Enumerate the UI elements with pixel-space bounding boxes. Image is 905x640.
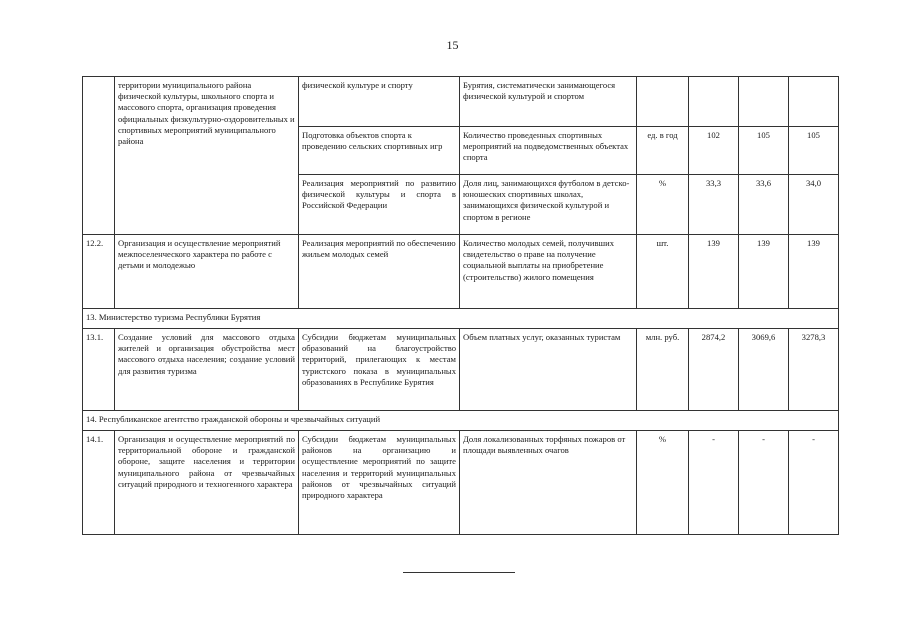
row-number-cell: 14.1. <box>83 431 115 535</box>
value-cell <box>789 77 839 127</box>
value-cell: 34,0 <box>789 175 839 235</box>
unit-cell: шт. <box>637 235 689 309</box>
indicator-cell: Доля лиц, занимающихся футболом в детско-юношеских спортивных школах, занимающихся физической культурой и спортом в регионе <box>460 175 637 235</box>
indicator-cell: Количество проведенных спортивных мероприятий на подведомственных объектах спорта <box>460 127 637 175</box>
value-cell <box>739 77 789 127</box>
indicators-table <box>82 76 839 535</box>
unit-cell: % <box>637 431 689 535</box>
unit-cell: млн. руб. <box>637 329 689 411</box>
indicator-cell: Количество молодых семей, получивших свидетельство о праве на получение социальной выплаты на приобретение (строительство) жилого помещения <box>460 235 637 309</box>
value-cell: 2874,2 <box>689 329 739 411</box>
section-header-row <box>83 411 839 431</box>
event-cell: Субсидии бюджетам муниципальных районов на организацию и осуществление мероприятий по защите населения и территорий муниципальных районов от чрезвычайных ситуаций природного характера <box>299 431 460 535</box>
table-row <box>83 235 839 309</box>
row-number-cell: 13.1. <box>83 329 115 411</box>
value-cell: 139 <box>789 235 839 309</box>
measure-cell: Создание условий для массового отдыха жителей и организация обустройства мест массового отдыха населения; создание условий для развития туризма <box>115 329 299 411</box>
event-cell: Подготовка объектов спорта к проведению сельских спортивных игр <box>299 127 460 175</box>
event-cell: Субсидии бюджетам муниципальных образований на благоустройство территорий, прилегающих к местам туристского показа в муниципальных образованиях в Республике Бурятия <box>299 329 460 411</box>
measure-cell: Организация и осуществление мероприятий межпоселенческого характера по работе с детьми и молодежью <box>115 235 299 309</box>
measure-cell: территории муниципального района физической культуры, школьного спорта и массового спорта, организация проведения официальных физкультурно-оздоровительных и спортивных мероприятий муниципального района <box>115 77 299 235</box>
table-row <box>83 77 839 127</box>
event-cell: физической культуре и спорту <box>299 77 460 127</box>
section-header-row <box>83 309 839 329</box>
measure-cell: Организация и осуществление мероприятий по территориальной обороне и гражданской обороне, защите населения и территории муниципального района от чрезвычайных ситуаций природного и техногенного характера <box>115 431 299 535</box>
value-cell: 139 <box>739 235 789 309</box>
event-cell: Реализация мероприятий по обеспечению жильем молодых семей <box>299 235 460 309</box>
value-cell: 33,6 <box>739 175 789 235</box>
indicator-cell: Доля локализованных торфяных пожаров от площади выявленных очагов <box>460 431 637 535</box>
section-title: 13. Министерство туризма Республики Бурятия <box>83 309 839 329</box>
unit-cell <box>637 77 689 127</box>
value-cell: 105 <box>789 127 839 175</box>
footnote-separator <box>403 572 515 573</box>
value-cell: 33,3 <box>689 175 739 235</box>
table-row <box>83 431 839 535</box>
value-cell: 102 <box>689 127 739 175</box>
unit-cell: ед. в год <box>637 127 689 175</box>
indicator-cell: Бурятия, систематически занимающегося физической культурой и спортом <box>460 77 637 127</box>
value-cell: 3069,6 <box>739 329 789 411</box>
row-number-cell <box>83 77 115 235</box>
value-cell: - <box>689 431 739 535</box>
indicator-cell: Объем платных услуг, оказанных туристам <box>460 329 637 411</box>
event-cell: Реализация мероприятий по развитию физической культуры и спорта в Российской Федерации <box>299 175 460 235</box>
value-cell: 139 <box>689 235 739 309</box>
unit-cell: % <box>637 175 689 235</box>
value-cell <box>689 77 739 127</box>
value-cell: 105 <box>739 127 789 175</box>
value-cell: - <box>789 431 839 535</box>
table-row <box>83 329 839 411</box>
section-title: 14. Республиканское агентство гражданской обороны и чрезвычайных ситуаций <box>83 411 839 431</box>
value-cell: - <box>739 431 789 535</box>
page-number: 15 <box>446 38 459 52</box>
value-cell: 3278,3 <box>789 329 839 411</box>
row-number-cell: 12.2. <box>83 235 115 309</box>
